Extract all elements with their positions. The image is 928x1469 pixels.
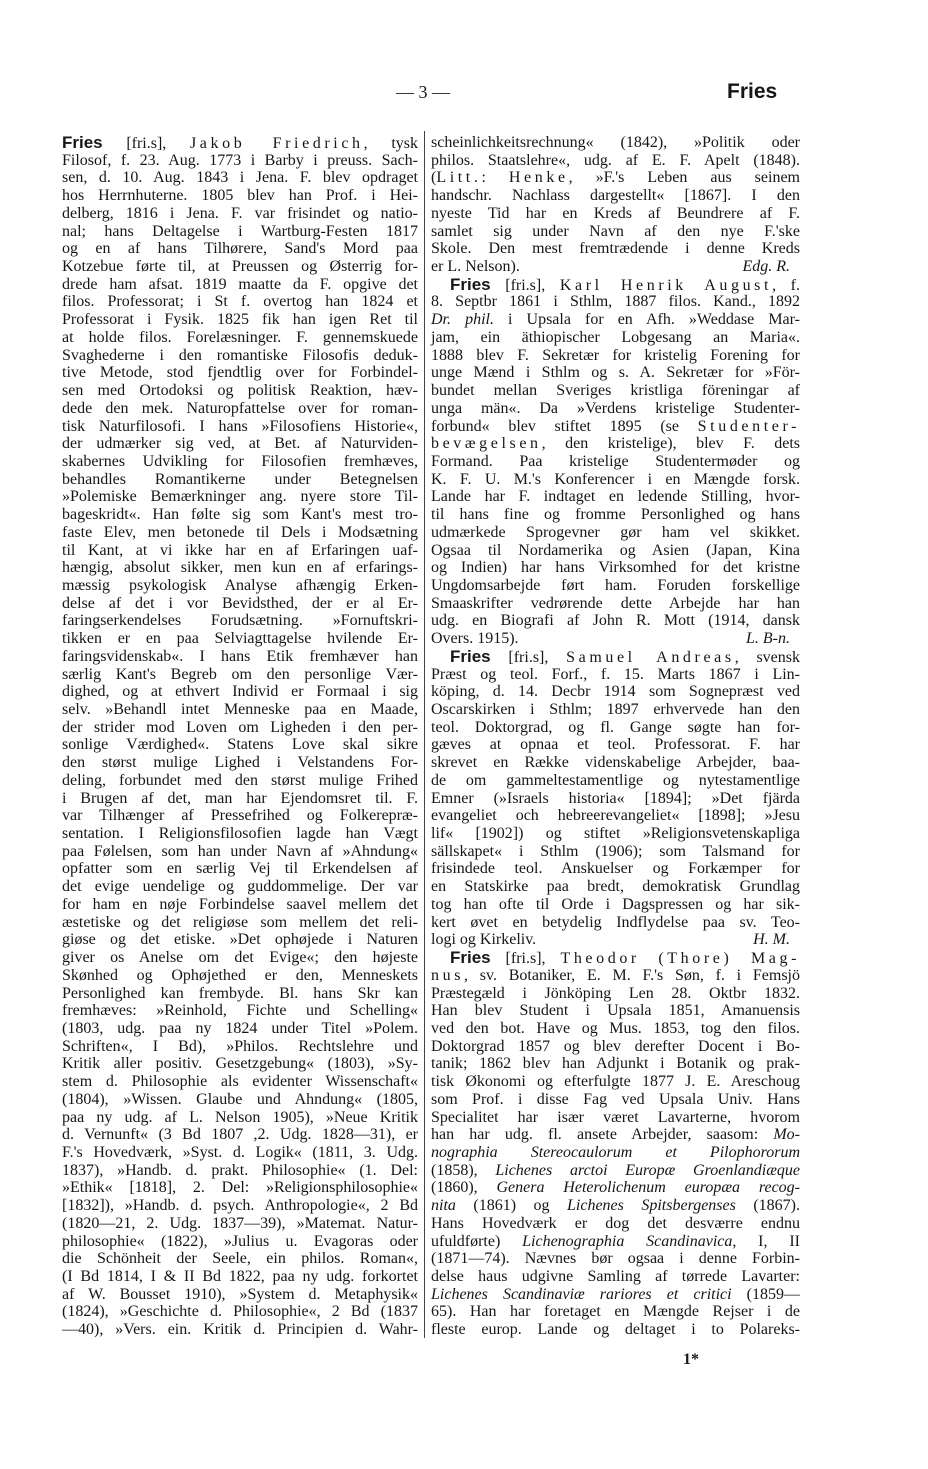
- spaced-name: nus: [431, 966, 465, 984]
- text-line: hos Herrnhuterne. 1805 blev han Prof. i Hei-: [62, 187, 418, 205]
- text-line: [431, 1233, 800, 1251]
- line-text: ufuldførte): [431, 1232, 523, 1250]
- text-line: K. F. U. M.'s Konferencer i en Mængde forsk.: [431, 470, 800, 488]
- text-line: delse haus udgivne Samling af tørrede Lavarter:: [431, 1268, 800, 1285]
- column-divider: [424, 131, 425, 1338]
- line-text: logi og Kirkeliv.: [431, 931, 537, 949]
- spaced-name: Henke: [508, 169, 569, 187]
- text-line: (1824), »Geschichte d. Philosophie«, 2 Bd (1837: [62, 1303, 418, 1321]
- text-line: [431, 258, 800, 276]
- page-number: — 3 —: [396, 82, 450, 102]
- text-line: (1871—74). Nævnes bør ogsaa i denne Forbin-: [431, 1250, 800, 1268]
- entry-headword: Fries: [450, 274, 491, 294]
- text-line: [431, 1162, 800, 1180]
- line-text: han har udg. fl. ansete Arbejder, saasom:: [431, 1126, 774, 1144]
- text-line: dede den mek. Naturopfattelse over for roman-: [62, 399, 418, 417]
- text-line: Ogsaa til Nordamerika og Asien (Japan, Kina: [431, 541, 800, 559]
- text-line: giøse og det etiske. »Det ophøjede i Naturen: [62, 931, 418, 949]
- running-head: Fries: [727, 80, 778, 103]
- text-line: Kritik aller positiv. Gesetzgebung« (1803), »Sy-: [62, 1055, 418, 1073]
- line-text: , tysk: [363, 135, 418, 152]
- text-line: at holde filos. Forelæsninger. F. gennemskuede: [62, 328, 418, 346]
- italic-title: Lichenes Spitsbergenses: [567, 1197, 736, 1215]
- text-line: giver os Anelse om det Evige«; den højeste: [62, 949, 418, 967]
- text-line: selv. »Behandl intet Menneske paa en Maade,: [62, 701, 418, 718]
- text-line: [431, 1286, 800, 1304]
- text-line: d. Vernunft« (3 Bd 1807 ,2. Udg. 1828—31), er: [62, 1126, 418, 1144]
- text-line: Doktorgrad 1857 og blev derefter Docent i Bo-: [431, 1037, 800, 1055]
- text-line: frisindede teol. Anskuelser og Forkæmper for: [431, 860, 800, 878]
- text-line: philosophie« (1822), »Julius u. Evagoras oder: [62, 1232, 418, 1250]
- line-text: [fri.s],: [490, 950, 561, 968]
- text-line: ved den bot. Have og Mus. 1853, tog den filos.: [431, 1019, 800, 1037]
- text-line: [431, 949, 800, 967]
- text-line: paa Følelsen, som han under Navn af »Ahndung«: [62, 842, 418, 860]
- italic-title: Genera Heterolichenum europæa recog-: [496, 1179, 800, 1197]
- text-line: köping, d. 14. Decbr 1914 som Sognepræst ved: [431, 683, 800, 701]
- text-line: (1803, udg. paa ny 1824 under Titel »Polem.: [62, 1019, 418, 1037]
- text-line: die Schönheit der Seele, ein philos. Roman«,: [62, 1250, 418, 1268]
- italic-title: Lichenes arctoi Europæ Groenlandiæque: [495, 1161, 800, 1179]
- text-line: handschr. Nachlass dargestellt« [1867]. I den: [431, 187, 800, 205]
- text-line: fleste europ. Lande og deltaget i to Polareks-: [431, 1321, 800, 1339]
- text-line: sonlige Værdighed«. Statens Love skal sikre: [62, 736, 418, 754]
- text-line: sällskapet« i Sthlm (1906); som Talsmand for: [431, 842, 800, 860]
- text-line: evangeliet och hebreerevangeliet« [1898]; »Jesu: [431, 807, 800, 825]
- right-column: [431, 134, 800, 1339]
- text-line: der strider mod Loven om Ligheden i den per-: [62, 718, 418, 736]
- line-text: (: [431, 169, 437, 187]
- text-line: Skønhed og Ophøjethed er den, Menneskets: [62, 966, 418, 984]
- text-line: drede ham afsat. 1819 maatte da F. opgive det: [62, 275, 418, 293]
- italic-title: nita: [431, 1197, 456, 1215]
- text-line: [431, 630, 800, 648]
- text-line: 65). Han har foretaget en Mængde Rejser i de: [431, 1303, 800, 1321]
- text-line: faste Elev, men betonede til Dels i Modsætning: [62, 523, 418, 541]
- text-line: 1837), »Handb. d. prakt. Philosophie« (1. Del:: [62, 1161, 418, 1179]
- line-text: :: [481, 169, 509, 187]
- text-line: teol. Doktorgrad, og fl. Gange søgte han for-: [431, 718, 800, 736]
- signature-mark: 1*: [683, 1351, 699, 1368]
- text-line: deling, forbundet med den størst mulige Frihed: [62, 771, 418, 789]
- spaced-name: Karl Henrik August: [559, 276, 773, 294]
- text-line: nal; hans Deltagelse i Wartburg-Festen 1817: [62, 222, 418, 240]
- line-text: (1867).: [735, 1197, 801, 1215]
- text-line: (1804), »Wissen. Glaube und Ahndung« (1805,: [62, 1090, 418, 1108]
- text-line: Lande har F. indtaget en ledende Stilling, hvor-: [431, 488, 800, 506]
- text-line: paa ny udg. af L. Nelson 1905), »Neue Kritik: [62, 1108, 418, 1126]
- text-line: sen, d. 10. Aug. 1843 i Jena. F. blev opdraget: [62, 169, 418, 187]
- text-line: (I Bd 1814, I & II Bd 1822, paa ny udg. forkortet: [62, 1268, 418, 1285]
- text-line: mæssig psykologisk Analyse afhængig Erken-: [62, 576, 418, 594]
- text-line: Filosof, f. 23. Aug. 1773 i Barby i preuss. Sach-: [62, 151, 418, 169]
- text-line: tanik; 1862 blev han Adjunkt i Botanik og prak-: [431, 1055, 800, 1073]
- text-line: skrevet en Række videnskabelige Arbejder, baa-: [431, 754, 800, 772]
- text-line: philos. Staatslehre«, udg. af E. F. Apelt (1848).: [431, 151, 800, 169]
- text-line: Han blev Student i Upsala 1851, Amanuensis: [431, 1002, 800, 1020]
- text-line: for ham en nøje Forbindelse saavel mellem det: [62, 895, 418, 913]
- text-line: og en af hans Tilhørere, Sand's Mord paa: [62, 240, 418, 258]
- text-line: 1888 blev F. Sekretær for kristelig Forening for: [431, 346, 800, 364]
- italic-title: Lichenes Scandinaviæ rariores et critici: [431, 1285, 732, 1303]
- text-line: fremhæves: »Reinhold, Fichte und Schelling«: [62, 1002, 418, 1020]
- text-line: opfatter som en særlig Vej til Erkendelsen af: [62, 860, 418, 878]
- text-line: behandles Romantikerne under Betegnelsen: [62, 470, 418, 488]
- text-line: [431, 311, 800, 329]
- italic-title: Mo-: [773, 1126, 800, 1144]
- text-line: en Statskirke paa bredt, demokratisk Grundlag: [431, 878, 800, 896]
- text-line: skabernes Udvikling for Filosofien fremhæves,: [62, 452, 418, 470]
- spaced-name: Samuel Andreas: [566, 648, 735, 666]
- line-text: , den kristelige), blev F. dets: [541, 435, 800, 453]
- text-line: tisk Naturfilosofi. I hans »Filosofiens Historie«,: [62, 417, 418, 435]
- line-text: (1860),: [431, 1179, 497, 1197]
- text-line: Præstegæld i Jönköping Len 28. Oktbr 1832.: [431, 984, 800, 1002]
- line-text: , I, II: [732, 1232, 800, 1250]
- signature: Edg. R.: [742, 258, 790, 276]
- entry-headword: Fries: [450, 646, 491, 666]
- italic-title: Dr. phil.: [431, 311, 494, 329]
- text-line: der udmærker sig ved, at Bet. af Naturviden-: [62, 435, 418, 453]
- spaced-name: bevægelsen: [431, 435, 542, 453]
- text-line: [431, 169, 800, 187]
- text-line: bundet mellan Sveriges kristliga föreningar af: [431, 382, 800, 400]
- signature: H. M.: [753, 931, 790, 949]
- text-line: var Tilhænger af Pressefrihed og Folkerepræ-: [62, 807, 418, 825]
- line-text: , sv. Botaniker, E. M. F.'s Søn, f. i Femsjö: [464, 966, 800, 984]
- text-line: Skole. Den mest fremtrædende i denne Kreds: [431, 240, 800, 258]
- text-line: [62, 134, 418, 152]
- spaced-name: Studenter-: [697, 417, 800, 435]
- line-text: er L. Nelson).: [431, 258, 520, 276]
- text-line: Oscarskirken i Sthlm; 1897 erhvervede han den: [431, 701, 800, 718]
- line-text: forbund« blev stiftet 1895 (se: [431, 417, 698, 435]
- text-line: (1820—21, 2. Udg. 1837—39), »Matemat. Natur-: [62, 1214, 418, 1232]
- text-line: Svaghederne i den romantiske Filosofis deduk-: [62, 346, 418, 364]
- text-line: [431, 418, 800, 436]
- line-text: Overs. 1915).: [431, 630, 519, 648]
- text-line: unge Mænd i Sthlm og s. A. Sekretær for »För-: [431, 364, 800, 382]
- text-line: og Indien) har hans Virksomhed for det kristne: [431, 559, 800, 577]
- entry-headword: Fries: [450, 948, 491, 968]
- spaced-name: Jakob Friedrich: [189, 135, 364, 152]
- left-column: [62, 134, 418, 1339]
- text-line: Schriften«, I Bd), »Philos. Rechtslehre und: [62, 1037, 418, 1055]
- text-line: af W. Bousset 1910), »System d. Metaphysik«: [62, 1285, 418, 1303]
- line-text: (1858),: [431, 1161, 496, 1179]
- text-line: Smaaskrifter vedrørende dette Arbejde har han: [431, 594, 800, 612]
- text-line: Personlighed kan frembyde. Bl. hans Skr kan: [62, 984, 418, 1002]
- line-text: [fri.s],: [490, 648, 567, 666]
- line-text: [fri.s],: [490, 276, 560, 294]
- text-line: samlet sig under Navn af den nye F.'ske: [431, 222, 800, 240]
- line-text: (1861) og: [455, 1197, 567, 1215]
- text-line: scheinlichkeitsrechnung« (1842), »Politik oder: [431, 134, 800, 151]
- text-line: [431, 1179, 800, 1197]
- text-line: tog han ofte til Orde i Dagspressen og har sik-: [431, 895, 800, 913]
- text-line: udg. en Biografi af John R. Mott (1914, dansk: [431, 612, 800, 630]
- text-line: til Kant, at vi ikke har en af Erfaringen uaf-: [62, 541, 418, 559]
- text-line: delse af det i vor Bevidsthed, der er al Er-: [62, 594, 418, 612]
- text-line: [431, 276, 800, 294]
- text-line: særlig Kant's Begreb om den personlige Vær-: [62, 665, 418, 683]
- text-line: gæves at opnaa et teol. Professorat. F. har: [431, 736, 800, 754]
- line-text: i Upsala for en Afh. »Weddase Mar-: [493, 311, 800, 329]
- text-line: unga män«. Da »Verdens kristelige Studenter-: [431, 399, 800, 417]
- text-line: kert øvet en betydelig Indflydelse paa sv. Teo-: [431, 913, 800, 931]
- line-text: , »F.'s Leben aus seinem: [568, 169, 800, 187]
- text-line: [431, 435, 800, 453]
- text-line: udmærkede Sprogevner gør ham vel skikket.: [431, 523, 800, 541]
- text-line: til hans fine og fromme Personlighed og hans: [431, 506, 800, 524]
- text-line: Hans Hovedværk er dog det desværre endnu: [431, 1214, 800, 1232]
- line-text: (1859—: [731, 1285, 801, 1303]
- text-line: stem d. Philosophie als evidenter Wissenschaft«: [62, 1073, 418, 1091]
- text-line: »Polemiske Bemærkninger ang. nyere store Til-: [62, 488, 418, 506]
- text-line: [431, 1197, 800, 1215]
- text-line: de om gammeltestamentlige og nytestamentlige: [431, 771, 800, 789]
- text-line: [431, 931, 800, 949]
- text-line: Specialitet har især været Lavarterne, hvorom: [431, 1108, 800, 1126]
- spaced-name: Theodor (Thore) Mag-: [560, 950, 800, 968]
- line-text: , svensk: [734, 648, 801, 666]
- text-line: som Prof. i disse Fag ved Upsala Univ. Hans: [431, 1090, 800, 1108]
- line-text: , f.: [772, 276, 800, 294]
- text-line: sentation. I Religionsfilosofien lagde han Vægt: [62, 825, 418, 843]
- text-line: nyeste Tid har en Kreds af Beundrere af F.: [431, 204, 800, 222]
- text-line: lif« [1902]) og stiftet »Religionsvetenskapliga: [431, 825, 800, 843]
- spaced-name: Litt.: [436, 169, 482, 187]
- text-line: »Ethik« [1818], 2. Del: »Religionsphilosophie«: [62, 1179, 418, 1197]
- text-line: 8. Septbr 1861 i Sthlm, 1887 filos. Kand., 1892: [431, 293, 800, 311]
- line-text: [fri.s],: [102, 135, 190, 152]
- italic-title: nographia Stereocaulorum et Pilophororum: [431, 1143, 800, 1161]
- text-line: Kotzebue førte til, at Preussen og Østerrig for-: [62, 258, 418, 276]
- entry-headword: Fries: [62, 133, 103, 152]
- italic-title: Lichenographia Scandinavica: [522, 1232, 733, 1250]
- text-line: tive Metode, stod fjendtlig over for Forbindel-: [62, 364, 418, 382]
- text-line: Ungdomsarbejde ført ham. Foruden forskellige: [431, 576, 800, 594]
- text-line: tikken er en paa Selviagttagelse hvilende Er-: [62, 630, 418, 648]
- text-line: delberg, 1816 i Jena. F. var frisindet og natio-: [62, 204, 418, 222]
- text-line: den størst mulige Lighed i Velstandens For-: [62, 754, 418, 772]
- text-line: Emner (»Israels historia« [1894]; »Det fjärda: [431, 789, 800, 807]
- text-line: dighed, og at ethvert Individ er Formaal i sig: [62, 683, 418, 701]
- text-line: i Brugen af det, man har Ejendomsret til. F.: [62, 789, 418, 807]
- text-line: tisk Økonomi og efterfulgte 1877 J. E. Areschoug: [431, 1073, 800, 1091]
- text-line: det evige uendelige og guddommelige. Der var: [62, 878, 418, 896]
- text-line: [431, 967, 800, 985]
- signature: L. B-n.: [746, 630, 790, 648]
- text-line: faringserkendelses Forudsætning. »Fornuftskri-: [62, 612, 418, 630]
- text-line: Formand. Paa kristelige Studentermøder og: [431, 452, 800, 470]
- text-line: [431, 1126, 800, 1144]
- text-line: jam, ein äthiopischer Lobgesang an Maria«.: [431, 328, 800, 346]
- text-line: Professorat i Fysik. 1825 fik han igen Ret til: [62, 311, 418, 329]
- text-line: [431, 1144, 800, 1162]
- text-line: F.'s Hovedværk, »Syst. d. Logik« (1811, 3. Udg.: [62, 1143, 418, 1161]
- text-line: æstetiske og det religiøse som mellem det reli-: [62, 913, 418, 931]
- text-line: Præst og teol. Forf., f. 15. Marts 1867 i Lin-: [431, 665, 800, 683]
- text-line: [431, 648, 800, 666]
- text-line: filos. Professorat; i St f. overtog han 1824 et: [62, 293, 418, 311]
- text-line: [1832]), »Handb. d. psych. Anthropologie«, 2 Bd: [62, 1197, 418, 1215]
- text-line: sen med Ortodoksi og politisk Reaktion, hæv-: [62, 382, 418, 400]
- text-line: bageskridt«. Han følte sig som Kant's mest tro-: [62, 506, 418, 524]
- text-line: —40), »Vers. ein. Kritik d. Principien d. Wahr-: [62, 1321, 418, 1339]
- text-line: faringsvidenskab«. I hans Etik fremhæver han: [62, 647, 418, 665]
- text-line: hængig, absolut sikker, men kun en af erfarings-: [62, 559, 418, 577]
